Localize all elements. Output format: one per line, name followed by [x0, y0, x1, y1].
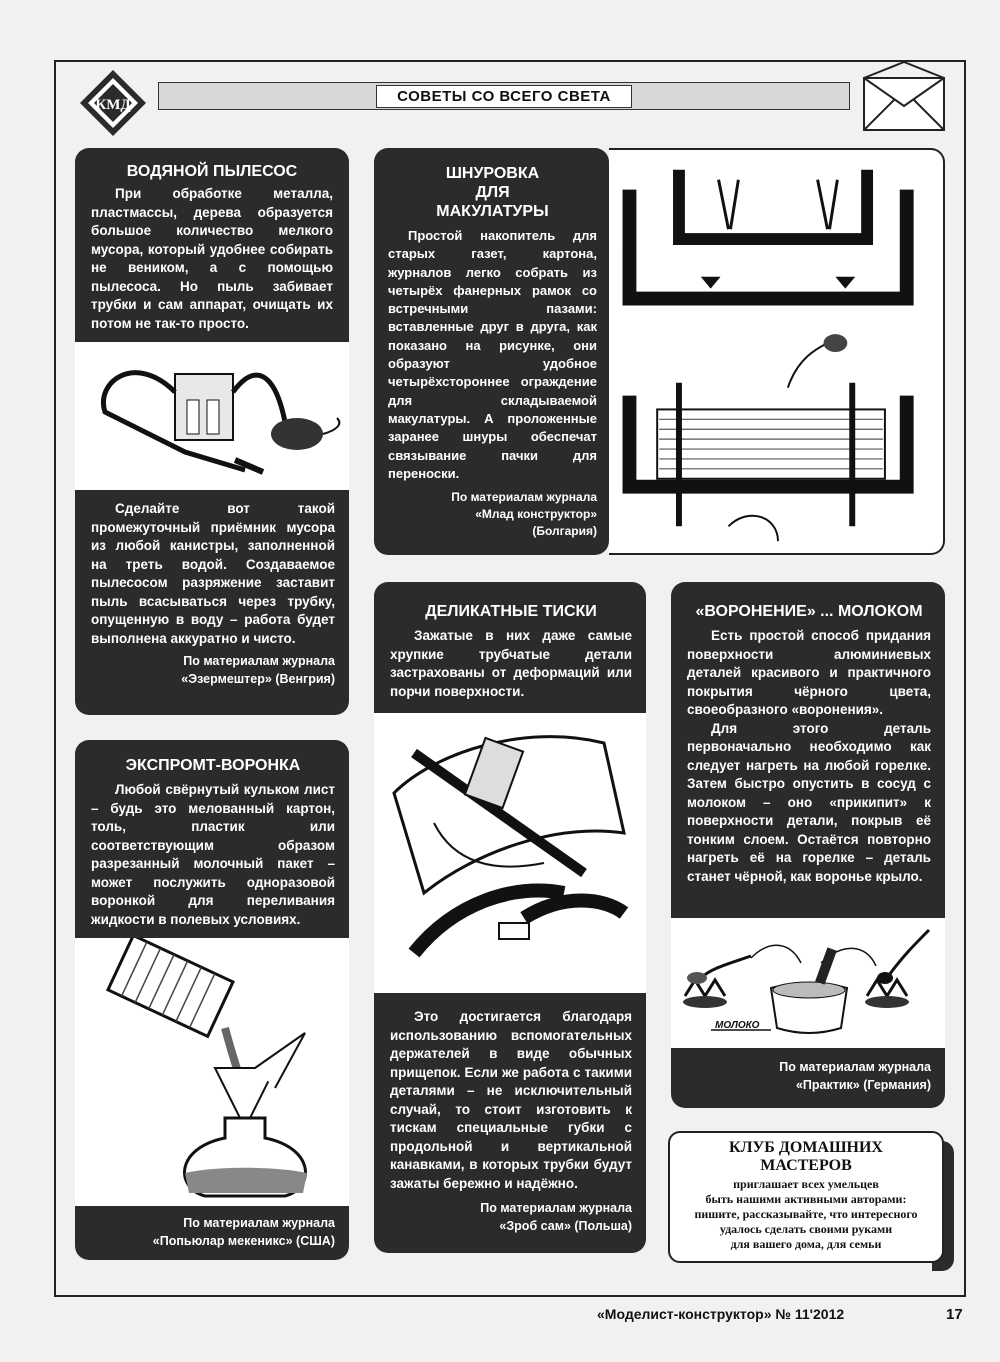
article-paragraph: Есть простой способ придания поверхности алюминиевых деталей красивого и практичного покрытия чёрного цвета, своеобразного «воронения».	[687, 628, 931, 717]
club-title: КЛУБ ДОМАШНИХ	[729, 1139, 883, 1156]
source-line: «Млад конструктор»	[475, 507, 597, 522]
source-line: По материалам журнала	[480, 1201, 632, 1215]
blueing-illustration	[671, 918, 945, 1048]
source-line: По материалам журнала	[183, 654, 335, 668]
milk-label: МОЛОКО	[715, 1020, 760, 1031]
magazine-logo	[78, 68, 148, 138]
article-title: «ВОРОНЕНИЕ» ... МОЛОКОМ	[695, 603, 923, 620]
club-announcement	[668, 1131, 944, 1263]
source-line: По материалам журнала	[183, 1216, 335, 1230]
club-line: приглашает всех умельцев	[733, 1177, 879, 1191]
source-line: «Попьюлар мекеникс» (США)	[152, 1234, 335, 1248]
article-intro: При обработке металла, пластмассы, дерева образуется большое количество мелкого мусора, который удобнее собирать не веником, а с помощью пылесоса. Но пыль забивает трубки и сам аппарат, очищать их потом не так-то просто.	[91, 186, 333, 331]
article-title: ВОДЯНОЙ ПЫЛЕСОС	[126, 163, 298, 180]
article-paragraph: Для этого деталь первоначально необходимо как следует нагреть на любой горелке. Затем быстро опустить в сосуд с молоком – оно «прикипит» к поверхности детали, покрыв её тонким слоем. Остаётся повторно нагреть её на горелке – деталь станет чёрной, как воронье крыло.	[687, 720, 931, 884]
article-title: ШНУРОВКА	[445, 165, 540, 182]
vacuum-illustration	[75, 342, 349, 490]
article-title: ДЕЛИКАТНЫЕ ТИСКИ	[425, 603, 597, 620]
article-title: ДЛЯ	[475, 184, 510, 201]
article-body: Любой свёрнутый кульком лист – будь это мелованный картон, толь, пластик или соответствующим образом разрезанный молочный пакет – может послужить одноразовой воронкой для переливания жидкости в полевых условиях.	[91, 782, 335, 927]
club-line: пишите, рассказывайте, что интересного	[694, 1207, 918, 1221]
logo-text: КМД	[95, 97, 131, 113]
article-title: МАКУЛАТУРЫ	[436, 203, 549, 220]
funnel-illustration	[75, 938, 349, 1206]
club-line: быть нашими активными авторами:	[705, 1192, 907, 1206]
page-number: 17	[946, 1306, 963, 1323]
article-body: Это достигается благодаря использованию вспомогательных держателей в виде обычных прищепок. Если же работа с такими деталями – не исключительный случай, то стоит изготовить к тискам специальные губки с продольной и вертикальной канавками, в которых трубки будут зажаты бережно и надёжно.	[390, 1009, 632, 1191]
club-title: МАСТЕРОВ	[760, 1157, 852, 1174]
club-line: удалось сделать своими руками	[719, 1222, 893, 1236]
article-body: Простой накопитель для старых газет, картона, журналов легко собрать из четырёх фанерных рамок со встречными пазами: вставленные друг в друга, как показано на рисунке, они образуют удобное четырёхстороннее ограждение для складываемой макулатуры. А проложенные заранее шнуры обеспечат связывание пачки для переноски.	[388, 228, 597, 481]
envelope-icon	[862, 62, 946, 132]
source-line: (Болгария)	[532, 524, 597, 539]
lacing-illustration	[609, 148, 945, 555]
source-line: По материалам журнала	[451, 490, 597, 505]
article-lacing	[374, 148, 609, 555]
club-line: для вашего дома, для семьи	[730, 1237, 882, 1251]
source-line: По материалам журнала	[779, 1060, 931, 1074]
article-body: Сделайте вот такой промежуточный приёмник мусора из любой канистры, заполненной на треть водой. Создаваемое пылесосом разряжение заставит пыль всасываться через трубку, опущенную в воду – работа будет выполнена аккуратно и чисто.	[91, 501, 335, 646]
article-title: ЭКСПРОМТ-ВОРОНКА	[125, 757, 301, 774]
vise-illustration	[374, 713, 646, 993]
footer-magazine: «Моделист-конструктор» № 11'2012	[597, 1306, 845, 1322]
section-title-bar	[158, 82, 850, 110]
club-text	[678, 1177, 934, 1252]
source-line: «Эзермештер» (Венгрия)	[181, 672, 335, 686]
article-intro: Зажатые в них даже самые хрупкие трубчатые детали застрахованы от деформаций или порчи поверхности.	[390, 628, 632, 699]
source-line: «Практик» (Германия)	[795, 1078, 931, 1092]
source-line: «Зроб сам» (Польша)	[499, 1219, 632, 1233]
section-title: СОВЕТЫ СО ВСЕГО СВЕТА	[376, 85, 632, 108]
